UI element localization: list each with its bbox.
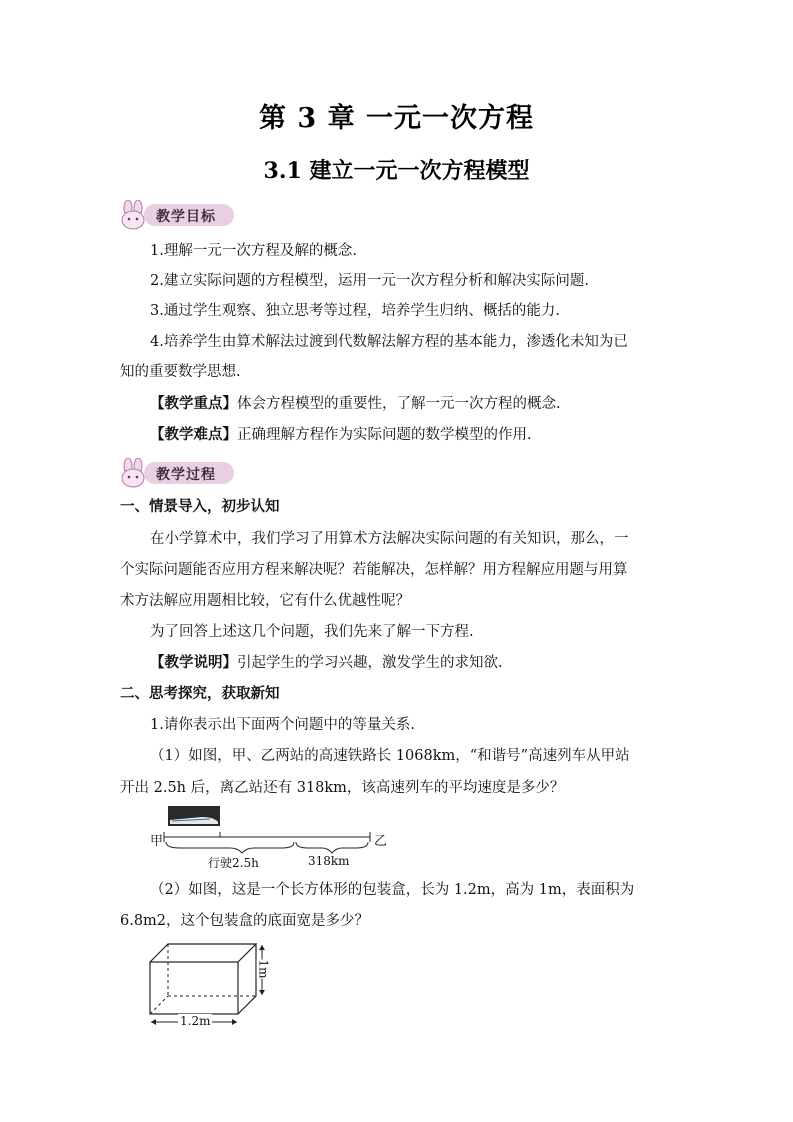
train-diagram [150, 806, 390, 870]
problem1-line1: （1）如图，甲、乙两站的高速铁路长 1068km，“和谐号”高速列车从甲站 [150, 748, 630, 764]
key-point-label: 【教学重点】 [150, 395, 237, 412]
badge-teaching-goals [116, 200, 236, 230]
badge-label: 教学过程 [156, 467, 216, 483]
goal-4: 4.培养学生由算术解法过渡到代数解法解方程的基本能力，渗透化未知为已 [150, 334, 628, 350]
segment-remaining-label: 318km [308, 854, 350, 868]
note-text: 引起学生的学习兴趣，激发学生的求知欲. [237, 655, 503, 671]
station-end-label: 乙 [374, 834, 388, 849]
section-title: 3.1 建立一元一次方程模型 [263, 158, 530, 184]
problem2-line1: （2）如图，这是一个长方体形的包装盒，长为 1.2m，高为 1m，表面积为 [150, 882, 635, 898]
problem2-line2: 6.8m2，这个包装盒的底面宽是多少？ [120, 913, 370, 929]
difficulty-text: 正确理解方程作为实际问题的数学模型的作用. [237, 427, 532, 443]
section1-para2: 为了回答上述这几个问题，我们先来了解一下方程. [150, 624, 474, 640]
section1-para-line1: 在小学算术中，我们学习了用算术方法解决实际问题的有关知识，那么，一 [150, 531, 629, 547]
box-length-label: 1.2m [180, 1014, 211, 1028]
goal-4-cont: 知的重要数学思想. [120, 364, 241, 380]
section1-note [150, 653, 678, 673]
difficulty [150, 425, 678, 445]
key-point [150, 394, 678, 414]
rabbit-icon [116, 458, 156, 488]
section2-heading: 二、思考探究，获取新知 [120, 685, 280, 702]
section2-intro: 1.请你表示出下面两个问题中的等量关系. [150, 717, 415, 733]
note-label: 【教学说明】 [150, 654, 237, 671]
key-point-text: 体会方程模型的重要性，了解一元一次方程的概念. [237, 396, 561, 412]
goal-3: 3.通过学生观察、独立思考等过程，培养学生归纳、概括的能力. [150, 303, 560, 319]
rabbit-icon [116, 200, 156, 230]
badge-pill [144, 204, 234, 226]
badge-pill [144, 462, 234, 484]
box-height-label: 1m [256, 959, 271, 979]
difficulty-label: 【教学难点】 [150, 426, 237, 443]
train-route-figure [150, 806, 390, 870]
section1-para-line3: 术方法解应用题相比较，它有什么优越性呢？ [120, 593, 410, 609]
section1-heading: 一、情景导入，初步认知 [120, 498, 280, 515]
box-figure [146, 940, 276, 1032]
goal-2: 2.建立实际问题的方程模型，运用一元一次方程分析和解决实际问题. [150, 273, 589, 289]
problem1-line2: 开出 2.5h 后，离乙站还有 318km，该高速列车的平均速度是多少？ [120, 780, 565, 796]
station-start-label: 甲 [150, 834, 164, 849]
goal-1: 1.理解一元一次方程及解的概念. [150, 243, 357, 259]
segment-traveled-label: 行驶2.5h [208, 856, 259, 870]
badge-teaching-process [116, 458, 236, 488]
chapter-title: 第 3 章 一元一次方程 [259, 103, 534, 134]
badge-label: 教学目标 [156, 209, 216, 225]
section1-para-line2: 个实际问题能否应用方程来解决呢？若能解决，怎样解？用方程解应用题与用算 [120, 562, 628, 578]
